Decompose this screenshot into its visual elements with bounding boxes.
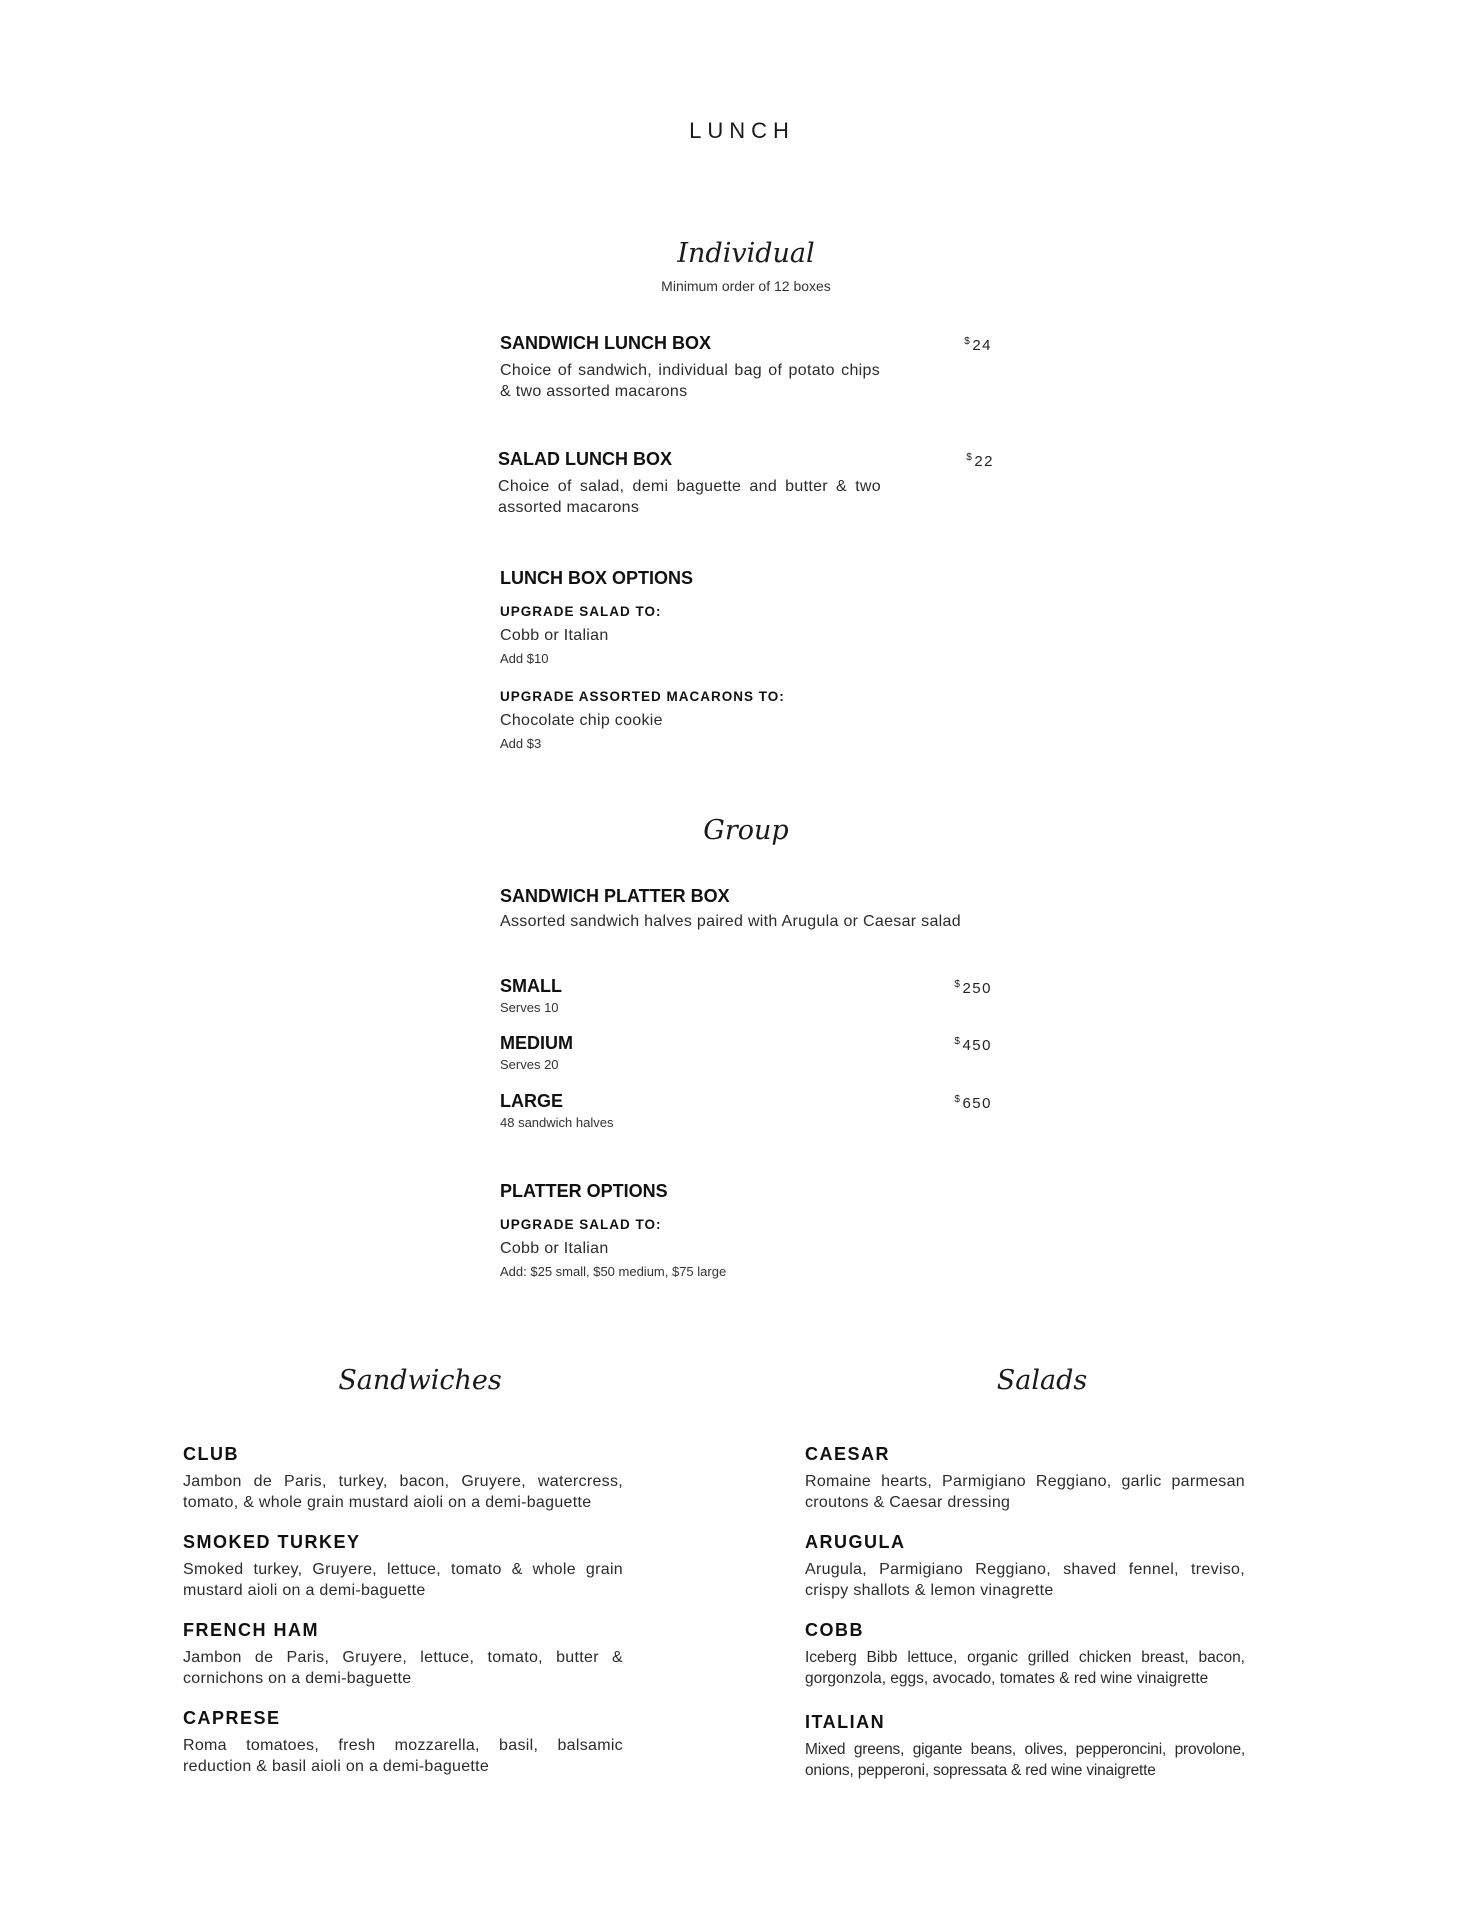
menu-item-smoked-turkey [183, 1531, 623, 1601]
salad-lunch-box [498, 448, 994, 518]
menu-item-italian [805, 1711, 1245, 1781]
item-desc: Iceberg Bibb lettuce, organic grilled chicken breast, bacon, gorgonzola, eggs, avocado, tomates & red wine vinaigrette [805, 1649, 1245, 1687]
item-title: SALAD LUNCH BOX [498, 449, 672, 469]
upgrade-value: Cobb or Italian [500, 1240, 609, 1257]
size-name: SMALL [500, 976, 562, 996]
platter-size-small [500, 975, 992, 1017]
menu-item-club [183, 1443, 623, 1513]
item-desc: Jambon de Paris, turkey, bacon, Gruyere, watercress, tomato, & whole grain mustard aioli on a demi-baguette [183, 1473, 623, 1511]
salads-heading: Salads [996, 1365, 1088, 1396]
sandwiches-list [183, 1443, 623, 1777]
upgrade-add: Add: $25 small, $50 medium, $75 large [500, 1264, 727, 1279]
item-title: COBB [805, 1620, 864, 1640]
sandwich-lunch-box [500, 332, 992, 402]
salads-list [805, 1443, 1245, 1781]
item-title: SANDWICH PLATTER BOX [500, 886, 730, 906]
platter-size-medium [500, 1032, 992, 1074]
individual-note: Minimum order of 12 boxes [661, 278, 831, 294]
page-title: LUNCH [689, 118, 795, 143]
group-heading: Group [703, 815, 789, 846]
upgrade-label: UPGRADE SALAD TO: [500, 1217, 662, 1232]
price: $650 [954, 1094, 992, 1112]
item-title: FRENCH HAM [183, 1620, 319, 1640]
menu-item-caprese [183, 1707, 623, 1777]
price: $24 [964, 336, 992, 354]
item-title: ITALIAN [805, 1712, 886, 1732]
price: $450 [954, 1036, 992, 1054]
sandwiches-heading: Sandwiches [338, 1365, 502, 1396]
size-name: MEDIUM [500, 1033, 573, 1053]
upgrade-add: Add $3 [500, 736, 542, 751]
item-title: CAPRESE [183, 1708, 281, 1728]
upgrade-value: Cobb or Italian [500, 627, 609, 644]
menu-item-arugula [805, 1531, 1245, 1601]
item-title: SANDWICH LUNCH BOX [500, 333, 711, 353]
price: $22 [966, 452, 994, 470]
size-name: LARGE [500, 1091, 563, 1111]
item-desc: Romaine hearts, Parmigiano Reggiano, garlic parmesan croutons & Caesar dressing [805, 1473, 1245, 1511]
menu-item-caesar [805, 1443, 1245, 1513]
price: $250 [954, 979, 992, 997]
platter-size-large [500, 1090, 992, 1132]
upgrade-label: UPGRADE SALAD TO: [500, 604, 662, 619]
platter-options [500, 1180, 992, 1281]
item-desc: Jambon de Paris, Gruyere, lettuce, tomato, butter & cornichons on a demi-baguette [183, 1649, 623, 1687]
item-title: CLUB [183, 1444, 239, 1464]
size-serves: Serves 20 [500, 1057, 559, 1072]
size-serves: Serves 10 [500, 1000, 559, 1015]
options-title: PLATTER OPTIONS [500, 1181, 668, 1201]
size-serves: 48 sandwich halves [500, 1115, 614, 1130]
upgrade-add: Add $10 [500, 651, 549, 666]
item-desc: Assorted sandwich halves paired with Arugula or Caesar salad [500, 913, 961, 930]
lunch-box-options [500, 567, 992, 753]
item-desc: Roma tomatoes, fresh mozzarella, basil, balsamic reduction & basil aioli on a demi-baguette [183, 1737, 623, 1775]
item-title: ARUGULA [805, 1532, 906, 1552]
menu-item-french-ham [183, 1619, 623, 1689]
menu-item-cobb [805, 1619, 1245, 1689]
upgrade-value: Chocolate chip cookie [500, 712, 663, 729]
item-desc: Choice of salad, demi baguette and butter & two assorted macarons [498, 478, 881, 516]
individual-heading: Individual [677, 238, 815, 269]
item-title: CAESAR [805, 1444, 891, 1464]
item-desc: Mixed greens, gigante beans, olives, pepperoncini, provolone, onions, pepperoni, sopressata & red wine vinaigrette [805, 1741, 1245, 1779]
item-desc: Arugula, Parmigiano Reggiano, shaved fennel, treviso, crispy shallots & lemon vinagrette [805, 1561, 1245, 1599]
sandwich-platter-box [500, 885, 992, 932]
item-desc: Smoked turkey, Gruyere, lettuce, tomato & whole grain mustard aioli on a demi-baguette [183, 1561, 623, 1599]
item-title: SMOKED TURKEY [183, 1532, 361, 1552]
item-desc: Choice of sandwich, individual bag of potato chips & two assorted macarons [500, 362, 880, 400]
upgrade-label: UPGRADE ASSORTED MACARONS TO: [500, 689, 785, 704]
options-title: LUNCH BOX OPTIONS [500, 568, 694, 588]
